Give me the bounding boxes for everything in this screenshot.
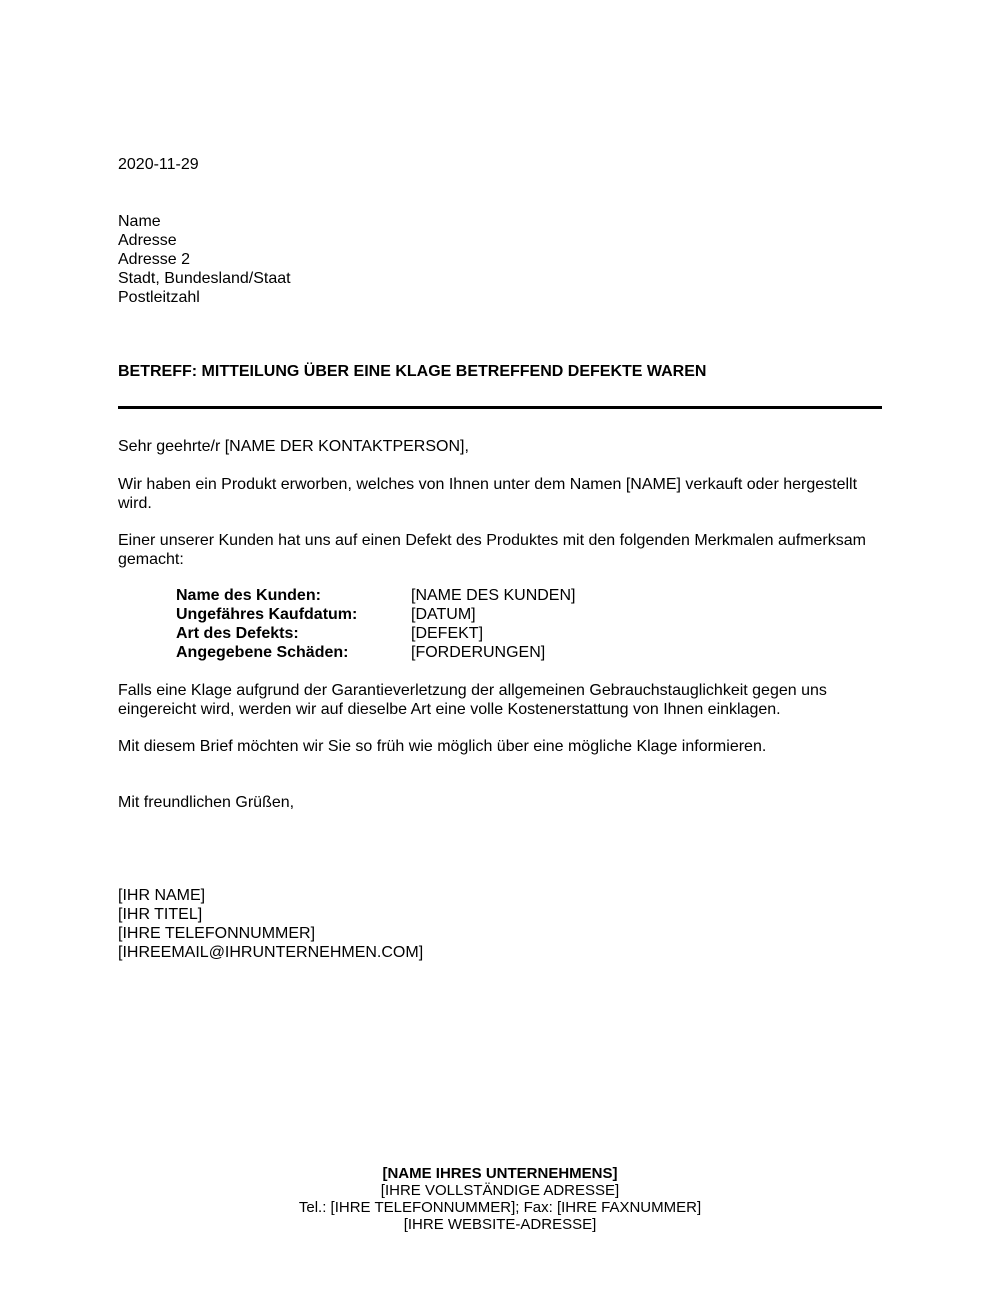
details-row xyxy=(176,643,575,662)
recipient-address-2: Adresse 2 xyxy=(118,251,191,268)
details-value: [NAME DES KUNDEN] xyxy=(411,587,576,604)
letter-date: 2020-11-29 xyxy=(118,156,199,173)
recipient-address: Adresse xyxy=(118,232,177,249)
paragraph-lawsuit: Falls eine Klage aufgrund der Garantieverletzung der allgemeinen Gebrauchstauglichkeit gegen uns eingereicht wird, werden wir auf dieselbe Art eine volle Kostenerstattung von Ihnen einklagen. xyxy=(118,682,827,718)
details-value: [FORDERUNGEN] xyxy=(411,644,546,661)
recipient-postal-code: Postleitzahl xyxy=(118,289,200,306)
details-label: Name des Kunden: xyxy=(176,587,321,604)
signature-title: [IHR TITEL] xyxy=(118,906,203,923)
details-label: Art des Defekts: xyxy=(176,625,299,642)
recipient-city-state: Stadt, Bundesland/Staat xyxy=(118,270,291,287)
details-label: Ungefähres Kaufdatum: xyxy=(176,606,358,623)
recipient-name: Name xyxy=(118,213,161,230)
footer-address: [IHRE VOLLSTÄNDIGE ADRESSE] xyxy=(380,1182,620,1199)
details-row xyxy=(176,624,575,643)
signature-block xyxy=(118,886,423,962)
signature-name: [IHR NAME] xyxy=(118,887,206,904)
salutation: Sehr geehrte/r [NAME DER KONTAKTPERSON], xyxy=(118,438,469,455)
signature-phone: [IHRE TELEFONNUMMER] xyxy=(118,925,316,942)
paragraph-defect-intro: Einer unserer Kunden hat uns auf einen Defekt des Produktes mit den folgenden Merkmalen aufmerksam gemacht: xyxy=(118,532,866,568)
recipient-address-block xyxy=(118,212,291,307)
details-label: Angegebene Schäden: xyxy=(176,644,349,661)
company-footer xyxy=(0,1165,1000,1233)
subject-divider xyxy=(118,406,882,409)
details-value: [DEFEKT] xyxy=(411,625,484,642)
signature-email: [IHREEMAIL@IHRUNTERNEHMEN.COM] xyxy=(118,944,424,961)
details-row xyxy=(176,605,575,624)
closing: Mit freundlichen Grüßen, xyxy=(118,794,295,811)
subject-line: BETREFF: MITTEILUNG ÜBER EINE KLAGE BETREFFEND DEFEKTE WAREN xyxy=(118,363,707,380)
paragraph-notice: Mit diesem Brief möchten wir Sie so früh wie möglich über eine mögliche Klage informieren. xyxy=(118,738,767,755)
footer-contact: Tel.: [IHRE TELEFONNUMMER]; Fax: [IHRE FAXNUMMER] xyxy=(298,1199,702,1216)
footer-website: [IHRE WEBSITE-ADRESSE] xyxy=(403,1216,597,1233)
details-row xyxy=(176,586,575,605)
defect-details-table xyxy=(176,586,575,662)
paragraph-product: Wir haben ein Produkt erworben, welches von Ihnen unter dem Namen [NAME] verkauft oder hergestellt wird. xyxy=(118,476,858,512)
footer-company-name: [NAME IHRES UNTERNEHMENS] xyxy=(382,1165,618,1182)
details-value: [DATUM] xyxy=(411,606,476,623)
